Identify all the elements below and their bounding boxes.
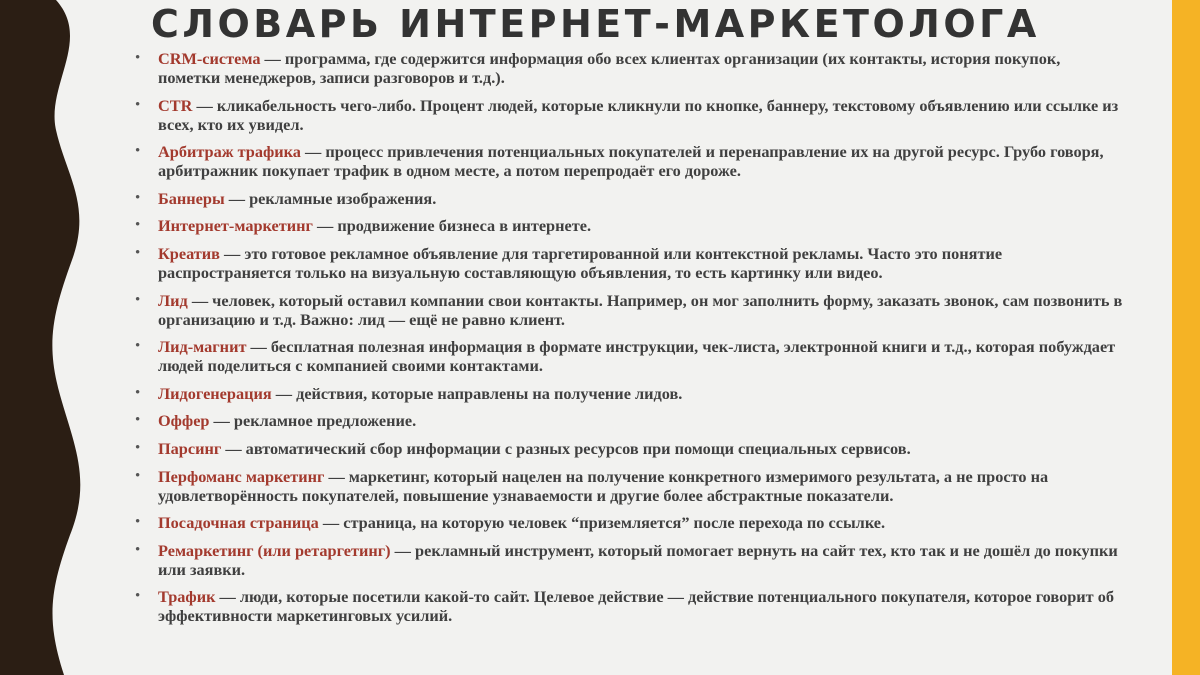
glossary-item [135,541,1125,579]
term: Арбитраж трафика [158,142,301,162]
glossary-list [135,49,1125,634]
definition: — страница, на которую человек “приземляется” после перехода по ссылке. [318,513,886,533]
definition: — рекламное предложение. [209,411,417,431]
term: Оффер [158,411,210,431]
glossary-item [135,587,1125,625]
glossary-item [135,142,1125,180]
glossary-item [135,49,1125,87]
definition: — автоматический сбор информации с разных ресурсов при помощи специальных сервисов. [221,438,911,458]
term: Лидогенерация [158,383,272,403]
term: Посадочная страница [158,513,319,533]
slide-title: СЛОВАРЬ ИНТЕРНЕТ-МАРКЕТОЛОГА [151,2,1040,46]
definition: — рекламный инструмент, который помогает вернуть на сайт тех, кто так и не дошёл до покупки или заявки. [158,540,1118,579]
definition: — это готовое рекламное объявление для таргетированной или контекстной рекламы. Часто это понятие распространяется только на визуальную составляющую объявления, то есть картинку или видео. [158,243,1003,282]
bullet-icon: • [135,244,141,261]
definition: — программа, где содержится информация обо всех клиентах организации (их контакты, история покупок, пометки менеджеров, записи разговоров и т.д.). [158,49,1061,87]
bullet-icon: • [135,412,141,429]
term: Лид [158,290,188,310]
glossary-item [135,189,1125,208]
glossary-item [135,467,1125,505]
bullet-icon: • [135,541,141,558]
definition: — маркетинг, который нацелен на получение конкретного измеримого результата, а не просто на удовлетворённость покупателей, повышение узнаваемости и другие более абстрактные показатели. [158,466,1049,505]
bullet-icon: • [135,217,141,234]
left-wavy-border [0,0,82,675]
definition: — кликабельность чего-либо. Процент людей, которые кликнули по кнопке, баннеру, текстовому объявлению или ссылке из всех, кто их увидел. [158,95,1119,134]
term: CTR [158,95,193,115]
glossary-item [135,384,1125,403]
glossary-item [135,411,1125,430]
bullet-icon: • [135,439,141,456]
definition: — продвижение бизнеса в интернете. [312,216,592,236]
glossary-item [135,439,1125,458]
bullet-icon: • [135,189,141,206]
term: Перфоманс маркетинг [158,466,325,486]
definition: — люди, которые посетили какой-то сайт. Целевое действие — действие потенциального покупателя, которое говорит об эффективности маркетинговых усилий. [158,587,1115,626]
term: Баннеры [158,188,225,208]
bullet-icon: • [135,96,141,113]
bullet-icon: • [135,467,141,484]
term: Парсинг [158,438,222,458]
glossary-item [135,291,1125,329]
glossary-item [135,244,1125,282]
bullet-icon: • [135,338,141,355]
term: Трафик [158,587,216,607]
term: Креатив [158,243,220,263]
term: Ремаркетинг (или ретаргетинг) [158,540,391,560]
term: Лид-магнит [158,337,247,357]
term: CRM-система [158,49,261,68]
bullet-icon: • [135,291,141,308]
bullet-icon: • [135,50,141,66]
bullet-icon: • [135,588,141,605]
bullet-icon: • [135,384,141,401]
bullet-icon: • [135,514,141,531]
definition: — действия, которые направлены на получение лидов. [271,383,683,403]
glossary-item [135,216,1125,235]
glossary-item [135,337,1125,375]
glossary-item [135,96,1125,134]
definition: — человек, который оставил компании свои контакты. Например, он мог заполнить форму, заказать звонок, сам позвонить в организацию и т.д. Важно: лид — ещё не равно клиент. [158,290,1123,329]
definition: — процесс привлечения потенциальных покупателей и перенаправление их на другой ресурс. Грубо говоря, арбитражник покупает трафик в одном месте, а потом перепродаёт его дороже. [158,142,1104,181]
term: Интернет-маркетинг [158,216,313,236]
glossary-item [135,513,1125,532]
definition: — рекламные изображения. [224,188,437,208]
definition: — бесплатная полезная информация в формате инструкции, чек-листа, электронной книги и т.д., которая побуждает людей поделиться с компанией своими контактами. [158,337,1116,376]
bullet-icon: • [135,143,141,160]
right-accent-bar [1172,0,1200,675]
